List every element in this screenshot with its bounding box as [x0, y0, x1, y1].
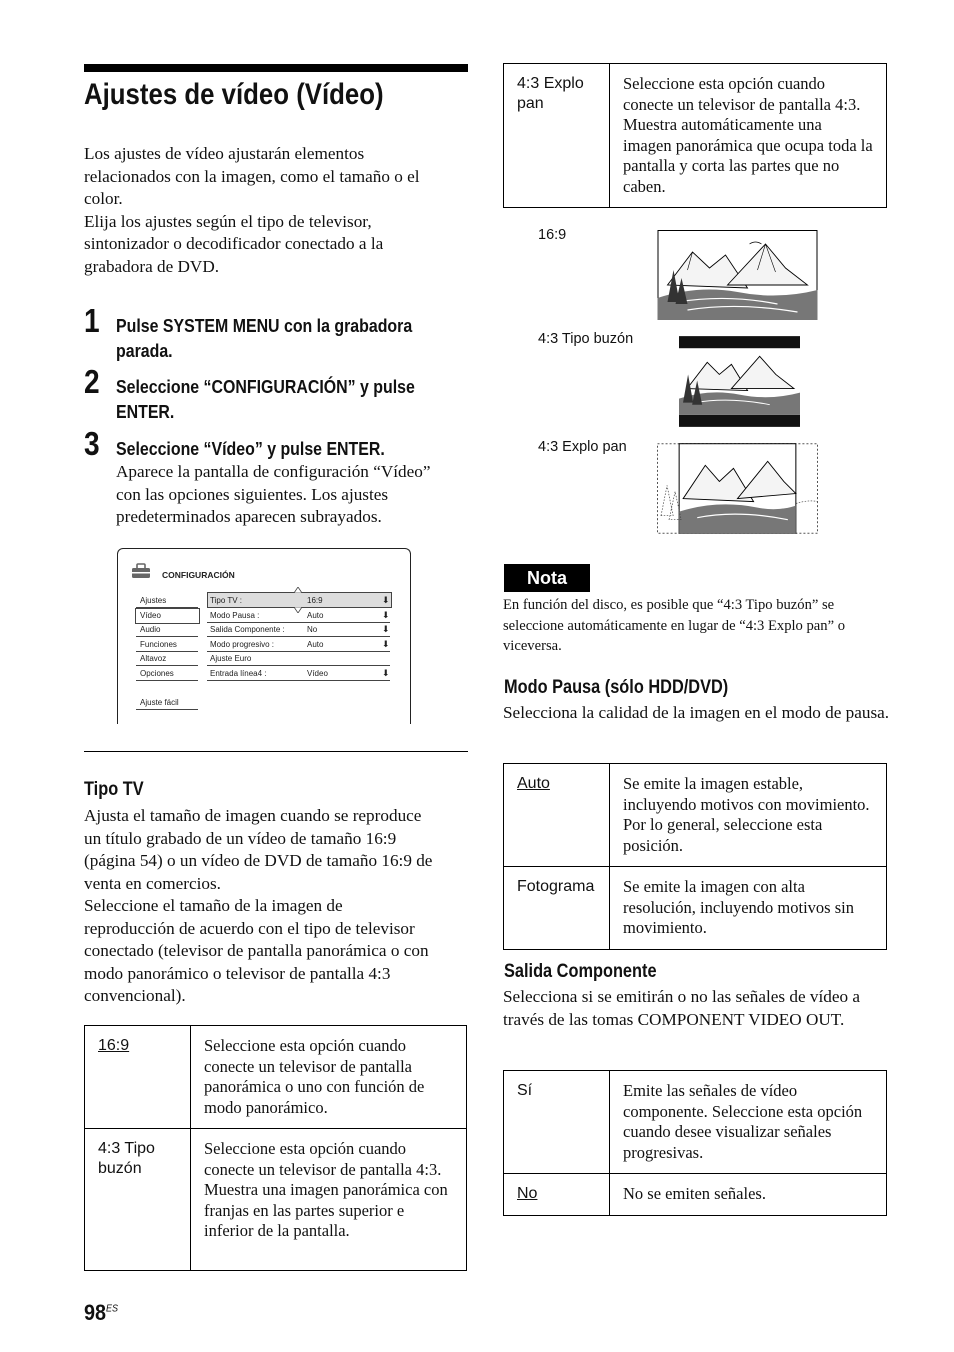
- step-2-text: Seleccione “CONFIGURACIÓN” y pulse ENTER.: [116, 376, 415, 422]
- cursor-up-icon: [294, 587, 302, 593]
- menu-row-label[interactable]: Modo progresivo :: [210, 640, 275, 649]
- option-key: No: [504, 1174, 610, 1216]
- option-desc: Se emite la imagen con alta resolución, incluyendo motivos sin movimiento.: [610, 867, 887, 950]
- table-row: [504, 867, 887, 950]
- modo-pausa-table: [503, 763, 887, 950]
- table-row: [85, 1026, 467, 1129]
- table-row: [504, 64, 887, 208]
- menu-divider: [207, 651, 390, 652]
- menu-row-value: Auto: [307, 640, 324, 649]
- table-row: [85, 1129, 467, 1271]
- title-rule: [84, 64, 468, 72]
- salida-heading: Salida Componente: [504, 961, 657, 982]
- menu-divider: [136, 680, 198, 681]
- modo-pausa-body: Selecciona la calidad de la imagen en el modo de pausa.: [503, 703, 890, 722]
- menu-divider: [136, 651, 198, 652]
- tipo-tv-table: [84, 1025, 467, 1271]
- option-key: Auto: [504, 764, 610, 867]
- menu-left-funciones[interactable]: Funciones: [140, 640, 177, 649]
- intro-paragraph: Los ajustes de vídeo ajustarán elementos relacionados con la imagen, como el tamaño o el color. Elija los ajustes según el tipo de televisor, sintonizador o decodificador conectado a la grabadora de DVD.: [84, 144, 420, 276]
- dropdown-arrow-icon: ⬇: [382, 624, 390, 634]
- option-desc: Se emite la imagen estable, incluyendo motivos con movimiento. Por lo general, seleccione esta posición.: [610, 764, 887, 867]
- dropdown-arrow-icon: ⬇: [382, 610, 390, 620]
- modo-pausa-heading: Modo Pausa (sólo HDD/DVD): [504, 677, 729, 698]
- nota-text: En función del disco, es posible que “4:3 Tipo buzón” se seleccione automáticamente en lugar de “4:3 Explo pan” o viceversa.: [503, 597, 845, 654]
- menu-divider: [136, 636, 198, 637]
- cursor-down-icon: [294, 607, 302, 613]
- page-title: Ajustes de vídeo (Vídeo): [84, 78, 384, 111]
- option-desc: Seleccione esta opción cuando conecte un televisor de pantalla panorámica o uno con función de modo panorámico.: [191, 1026, 467, 1129]
- option-key: 16:9: [85, 1026, 191, 1129]
- illustration-label-buzon: 4:3 Tipo buzón: [538, 331, 634, 347]
- dropdown-arrow-icon: ⬇: [382, 668, 390, 678]
- widescreen-tv-illustration: [657, 230, 818, 320]
- menu-row-label[interactable]: Entrada línea4 :: [210, 669, 267, 678]
- menu-left-audio[interactable]: Audio: [140, 625, 161, 634]
- table-row: [504, 764, 887, 867]
- nota-badge: Nota: [504, 564, 590, 592]
- menu-divider: [207, 665, 390, 666]
- step-number-1: 1: [84, 302, 100, 339]
- menu-left-ajustes[interactable]: Ajustes: [140, 596, 167, 605]
- menu-divider: [207, 680, 390, 681]
- step-3-text: Seleccione “Vídeo” y pulse ENTER.: [116, 438, 385, 459]
- menu-divider: [207, 622, 390, 623]
- option-desc: Seleccione esta opción cuando conecte un televisor de pantalla 4:3. Muestra una imagen panorámica con franjas en las partes superior e inferior de la pantalla.: [191, 1129, 467, 1271]
- table-row: [504, 1174, 887, 1216]
- option-key: Fotograma: [504, 867, 610, 950]
- dropdown-arrow-icon: ⬇: [382, 595, 390, 605]
- menu-row-label[interactable]: Tipo TV :: [210, 596, 243, 605]
- option-key: Sí: [504, 1071, 610, 1174]
- illustration-label-explo: 4:3 Explo pan: [538, 439, 627, 455]
- option-key: 4:3 Tipo buzón: [85, 1129, 191, 1271]
- menu-divider: [136, 709, 198, 710]
- menu-divider: [136, 665, 198, 666]
- option-desc: No se emiten señales.: [610, 1174, 887, 1216]
- step-number-2: 2: [84, 363, 100, 400]
- salida-table: [503, 1070, 887, 1216]
- setup-menu-screenshot: [117, 548, 411, 724]
- menu-header: CONFIGURACIÓN: [162, 570, 235, 580]
- illustration-label-169: 16:9: [538, 227, 567, 243]
- menu-divider: [207, 636, 390, 637]
- menu-row-value: No: [307, 625, 318, 634]
- page-number: $98^{ES}$: [84, 1300, 119, 1325]
- toolbox-icon: [131, 563, 151, 579]
- tipo-tv-body: Ajusta el tamaño de imagen cuando se reproduce un título grabado de un vídeo de tamaño 16:9 (página 54) o un vídeo de DVD de tamaño 16:9 de venta en comercios. Seleccione el tamaño de la imagen de reproducción de acuerdo con el tipo de televisor conectado (televisor de pantalla panorámica o con modo panorámico o televisor de pantalla 4:3 convencional).: [84, 806, 433, 1005]
- menu-ajuste-facil[interactable]: Ajuste fácil: [140, 698, 179, 707]
- explo-pan-table: [503, 63, 887, 208]
- section-divider: [84, 751, 468, 752]
- menu-row-value: 16:9: [307, 596, 323, 605]
- salida-body: Selecciona si se emitirán o no las señales de vídeo a través de las tomas COMPONENT VIDEO OUT.: [503, 987, 861, 1029]
- menu-row-label[interactable]: Salida Componente :: [210, 625, 285, 634]
- step-number-3: 3: [84, 425, 100, 462]
- option-desc: Seleccione esta opción cuando conecte un televisor de pantalla 4:3. Muestra automáticamente una imagen panorámica que ocupa toda la pantalla y corta las partes que no caben.: [610, 64, 887, 208]
- tipo-tv-heading: Tipo TV: [84, 779, 144, 800]
- step-1-text: Pulse SYSTEM MENU con la grabadora parada.: [116, 315, 413, 361]
- menu-row-label[interactable]: Modo Pausa :: [210, 611, 260, 620]
- menu-row-value: Vídeo: [307, 669, 328, 678]
- dropdown-arrow-icon: ⬇: [382, 639, 390, 649]
- menu-row-value: Auto: [307, 611, 324, 620]
- menu-row-label[interactable]: Ajuste Euro: [210, 654, 252, 663]
- option-key: 4:3 Explo pan: [504, 64, 610, 208]
- menu-left-video[interactable]: Vídeo: [140, 611, 161, 620]
- menu-left-altavoz[interactable]: Altavoz: [140, 654, 167, 663]
- table-row: [504, 1071, 887, 1174]
- letterbox-tv-illustration: [679, 336, 800, 427]
- menu-left-opciones[interactable]: Opciones: [140, 669, 174, 678]
- option-desc: Emite las señales de vídeo componente. Seleccione esta opción cuando desee visualizar señales progresivas.: [610, 1071, 887, 1174]
- panscan-tv-illustration: [657, 443, 818, 534]
- step-3-body: Aparece la pantalla de configuración “Vídeo” con las opciones siguientes. Los ajustes predeterminados aparecen subrayados.: [116, 462, 431, 526]
